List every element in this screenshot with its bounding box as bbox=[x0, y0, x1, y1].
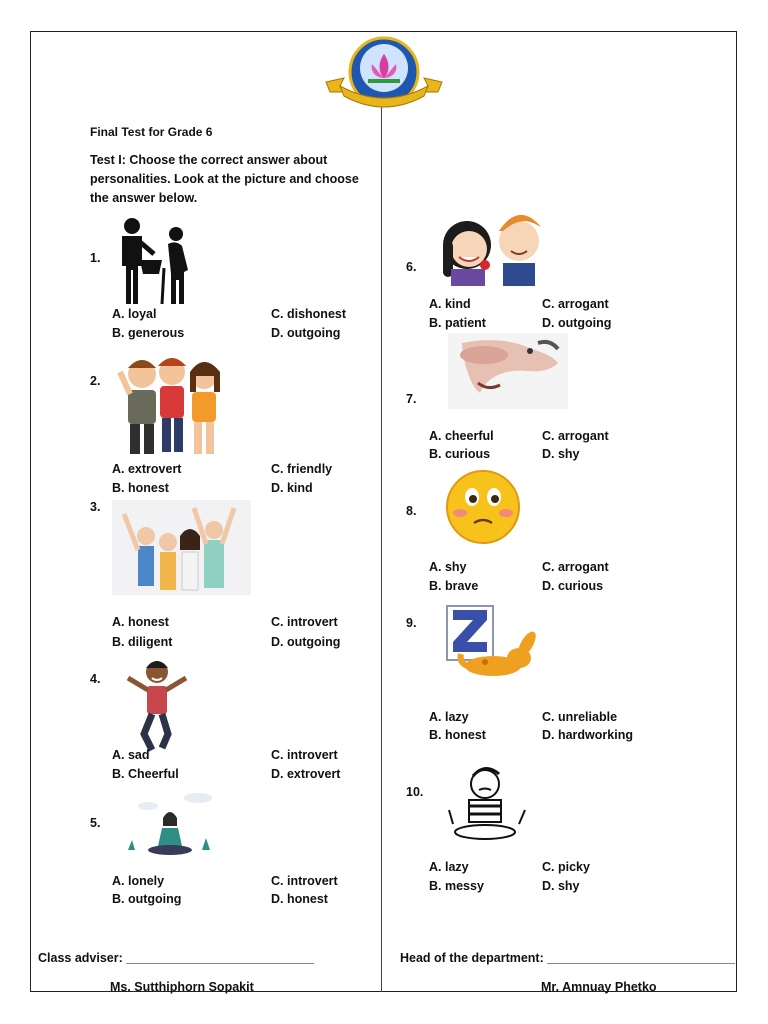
option-d[interactable]: D. outgoing bbox=[271, 326, 341, 340]
option-c[interactable]: C. introvert bbox=[271, 874, 338, 888]
option-b[interactable]: B. generous bbox=[112, 326, 185, 340]
sleeping-dog-picture bbox=[427, 600, 556, 682]
question-number: 4. bbox=[90, 672, 101, 686]
option-b[interactable]: B. outgoing bbox=[112, 892, 182, 906]
picky-eater-picture bbox=[443, 762, 531, 848]
option-d[interactable]: D. honest bbox=[271, 892, 328, 906]
question-number: 3. bbox=[90, 500, 101, 514]
option-d[interactable]: D. kind bbox=[271, 481, 313, 495]
option-a[interactable]: A. sad bbox=[112, 748, 150, 762]
option-c[interactable]: C. unreliable bbox=[542, 710, 618, 724]
question-number: 8. bbox=[406, 504, 417, 518]
option-b[interactable]: B. honest bbox=[112, 481, 169, 495]
option-b[interactable]: B. patient bbox=[429, 316, 486, 330]
option-a[interactable]: A. extrovert bbox=[112, 462, 182, 476]
question-number: 9. bbox=[406, 616, 417, 630]
happy-jumping-boy-picture bbox=[122, 658, 192, 758]
option-b[interactable]: B. messy bbox=[429, 879, 484, 893]
meditating-girl-picture bbox=[122, 788, 218, 862]
option-b[interactable]: B. brave bbox=[429, 579, 479, 593]
question-number: 1. bbox=[90, 251, 101, 265]
option-d[interactable]: D. outgoing bbox=[271, 635, 341, 649]
option-d[interactable]: D. shy bbox=[542, 447, 580, 461]
option-a[interactable]: A. loyal bbox=[112, 307, 157, 321]
flower-giving-kids-picture bbox=[429, 201, 553, 286]
option-d[interactable]: D. curious bbox=[542, 579, 604, 593]
option-c[interactable]: C. introvert bbox=[271, 615, 338, 629]
question-number: 2. bbox=[90, 374, 101, 388]
option-c[interactable]: C. introvert bbox=[271, 748, 338, 762]
test-title: Final Test for Grade 6 bbox=[90, 125, 213, 139]
friends-group-picture bbox=[108, 352, 230, 464]
question-number: 5. bbox=[90, 816, 101, 830]
option-d[interactable]: D. hardworking bbox=[542, 728, 633, 742]
option-c[interactable]: C. dishonest bbox=[271, 307, 347, 321]
option-d[interactable]: D. outgoing bbox=[542, 316, 612, 330]
question-number: 6. bbox=[406, 260, 417, 274]
option-b[interactable]: B. curious bbox=[429, 447, 491, 461]
option-d[interactable]: D. extrovert bbox=[271, 767, 341, 781]
adviser-signature-line: Class adviser: ___________________________ bbox=[38, 951, 314, 965]
option-a[interactable]: A. lazy bbox=[429, 710, 469, 724]
option-c[interactable]: C. arrogant bbox=[542, 297, 609, 311]
option-a[interactable]: A. cheerful bbox=[429, 429, 494, 443]
option-a[interactable]: A. shy bbox=[429, 560, 467, 574]
option-a[interactable]: A. honest bbox=[112, 615, 169, 629]
adviser-name: Ms. Sutthiphorn Sopakit bbox=[110, 980, 254, 994]
arrogant-face-picture bbox=[448, 333, 568, 409]
option-b[interactable]: B. Cheerful bbox=[112, 767, 179, 781]
option-a[interactable]: A. kind bbox=[429, 297, 471, 311]
question-number: 7. bbox=[406, 392, 417, 406]
test-instruction: Test I: Choose the correct answer about personalities. Look at the picture and choose the answer below. bbox=[90, 153, 359, 205]
question-number: 10. bbox=[406, 785, 424, 799]
option-a[interactable]: A. lonely bbox=[112, 874, 165, 888]
cheering-people-picture bbox=[112, 500, 251, 595]
option-c[interactable]: C. arrogant bbox=[542, 429, 609, 443]
school-logo-icon bbox=[322, 34, 446, 114]
option-a[interactable]: A. lazy bbox=[429, 860, 469, 874]
option-b[interactable]: B. diligent bbox=[112, 635, 173, 649]
head-name: Mr. Amnuay Phetko bbox=[541, 980, 657, 994]
option-c[interactable]: C. friendly bbox=[271, 462, 333, 476]
option-b[interactable]: B. honest bbox=[429, 728, 486, 742]
column-divider bbox=[381, 100, 382, 992]
shy-emoji-picture bbox=[436, 465, 530, 549]
option-d[interactable]: D. shy bbox=[542, 879, 580, 893]
option-c[interactable]: C. picky bbox=[542, 860, 590, 874]
head-signature-line: Head of the department: ___________________________ bbox=[400, 951, 735, 965]
option-c[interactable]: C. arrogant bbox=[542, 560, 609, 574]
helping-elder-picture bbox=[110, 216, 200, 308]
